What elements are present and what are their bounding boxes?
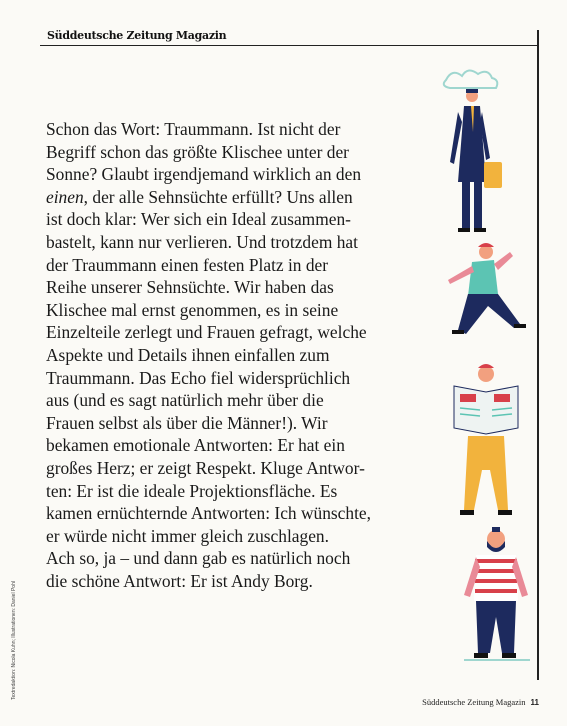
article-line: bekamen emotionale Antworten: Er hat ein	[46, 435, 345, 456]
article-line: ist doch klar: Wer sich ein Ideal zusammen-	[46, 209, 351, 230]
article-body	[46, 118, 446, 592]
article-line: kamen ernüchternde Antworten: Ich wünschte,	[46, 503, 371, 524]
masthead: Süddeutsche Zeitung Magazin	[47, 29, 227, 42]
article-line: Reihe unserer Sehnsüchte. Wir haben das	[46, 277, 334, 298]
shirt	[468, 260, 498, 296]
article-line	[46, 186, 446, 209]
trousers	[464, 436, 508, 510]
article-line: Sonne? Glaubt irgendjemand wirklich an den	[46, 164, 362, 185]
article-line-rest: , der alle Sehnsüchte erfüllt? Uns allen	[83, 186, 353, 207]
dancing-man-illustration	[438, 238, 528, 343]
article-line: bastelt, kann nur verlieren. Und trotzdem hat	[46, 231, 358, 252]
header-rule	[40, 45, 537, 46]
article-line: die schöne Antwort: Er ist Andy Borg.	[46, 570, 313, 591]
article-line: Aspekte und Details ihnen einfallen zum	[46, 344, 330, 365]
article-line: großes Herz; er zeigt Respekt. Kluge Antwor-	[46, 457, 365, 478]
article-line: Begriff schon das größte Klischee unter der	[46, 141, 349, 162]
article-line: Traummann. Das Echo fiel widersprüchlich	[46, 367, 351, 388]
newspaper-icon	[454, 386, 518, 434]
article-line: aus (und es sagt natürlich mehr über die	[46, 390, 324, 411]
hair	[466, 89, 478, 93]
floor-line	[464, 659, 530, 661]
page-footer	[422, 697, 539, 707]
head	[478, 366, 494, 382]
page-number: 11	[530, 698, 539, 707]
article-line: Schon das Wort: Traummann. Ist nicht der	[46, 119, 341, 139]
head	[479, 245, 493, 259]
trousers	[476, 601, 516, 653]
emphasis-word: einen	[46, 186, 84, 207]
article-line: Ach so, ja – und dann gab es natürlich noch	[46, 548, 351, 569]
article-line: Klischee mal ernst genommen, es in seine	[46, 299, 339, 320]
footer-magazine: Süddeutsche Zeitung Magazin	[422, 697, 526, 707]
image-credit: Textredaktion: Nicola Kuhn; Illustrationen: Daniel Pohl	[11, 581, 17, 700]
article-line: ten: Er ist die ideale Projektionsfläche. Es	[46, 480, 338, 501]
man-reading-newspaper-illustration	[446, 360, 526, 540]
article-line: Frauen selbst als über die Männer!). Wir	[46, 412, 328, 433]
article-line: er würde nicht immer gleich zuschlagen.	[46, 525, 329, 546]
column-rule	[537, 30, 539, 680]
man-in-coat-with-briefcase-illustration	[436, 62, 516, 252]
bearded-man-striped-shirt-illustration	[456, 525, 536, 675]
smoke-cloud-icon	[444, 70, 498, 88]
briefcase-icon	[484, 162, 502, 188]
trousers	[458, 294, 520, 334]
article-line: der Traummann einen festen Platz in der	[46, 254, 329, 275]
article-line: Einzelteile zerlegt und Frauen gefragt, welche	[46, 322, 367, 343]
